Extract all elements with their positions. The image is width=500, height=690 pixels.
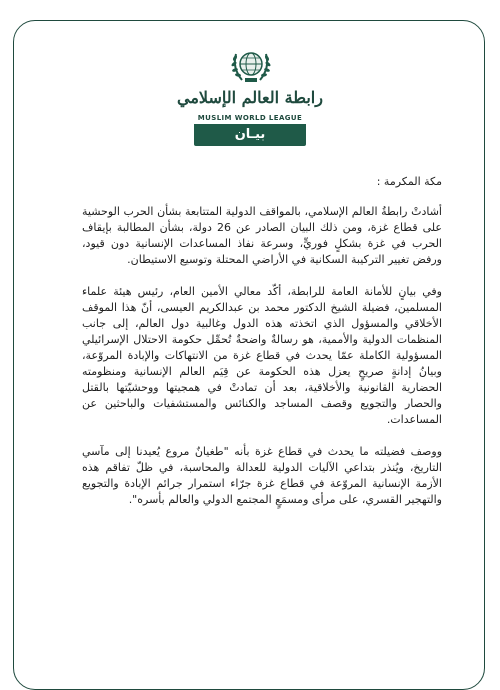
dateline: مكة المكرمة : [376, 175, 442, 188]
paragraph-3: ووصف فضيلته ما يحدث في قطاع غزة بأنه "طغيانٌ مروع يُعيدنا إلى مآسي التاريخ، ويُنذر بتداعي الآليات الدولية للعدالة والمحاسبة، في ظلّ تفاقم هذه الأزمة الإنسانية المروّعة في قطاع غزة جرّاء استمرار جرائم الإبادة والتجويع والتهجير القسري، على مرأى ومسمَعٍ المجتمع الدولي والعالم بأسره". [82, 445, 442, 506]
org-name-arabic: رابطة العالم الإسلامي [177, 88, 323, 107]
paragraph-2: وفي بيانٍ للأمانة العامة للرابطة، أكّد معالي الأمين العام، رئيس هيئة علماء المسلمين، فضيلة الشيخ الدكتور محمد بن عبدالكريم العيسى، أنّ هذا الموقف الأخلاقي والمسؤول الذي اتخذته هذه الدول وغالبية دول العالم، إلى جانب المنظمات الدولية والأممية، هو رسالةٌ واضحةٌ تُحمِّل حكومة الاحتلال الإسرائيلي المسؤولية الكاملة عمّا يحدث في قطاع غزة من الانتهاكات والإبادة المروّعة، وبيانُ إدانةٍ صريحٍ يعزل هذه الحكومة عن قِيَم العالم الإنسانية ومنظومته الحضارية القانونية والأخلاقية، بعد أن تمادتْ في همجيتها ووحشيّتها بالقتل والحصار والتجويع وقصف المساجد والكنائس والمستشفيات والباحثين عن المساعدات. [82, 285, 442, 426]
statement-body [82, 174, 442, 524]
statement-badge: بيـان [194, 124, 306, 146]
mwl-emblem-icon [226, 44, 276, 88]
org-name-english: MUSLIM WORLD LEAGUE [197, 114, 303, 122]
paragraph-1: أشادتْ رابطةُ العالم الإسلامي، بالمواقف الدولية المتتابعة بشأن الحرب الوحشية على قطاع غزة، ومن ذلك البيان الصادر عن 26 دولة، بشأن المطالبة بإيقاف الحرب في غزة بشكلٍ فوريٍّ، وسرعة نفاذ المساعدات الإنسانية دون قيود، ورفض تغيير التركيبة السكانية في الأراضي المحتلة وتوسيع الاستيطان. [82, 205, 442, 266]
